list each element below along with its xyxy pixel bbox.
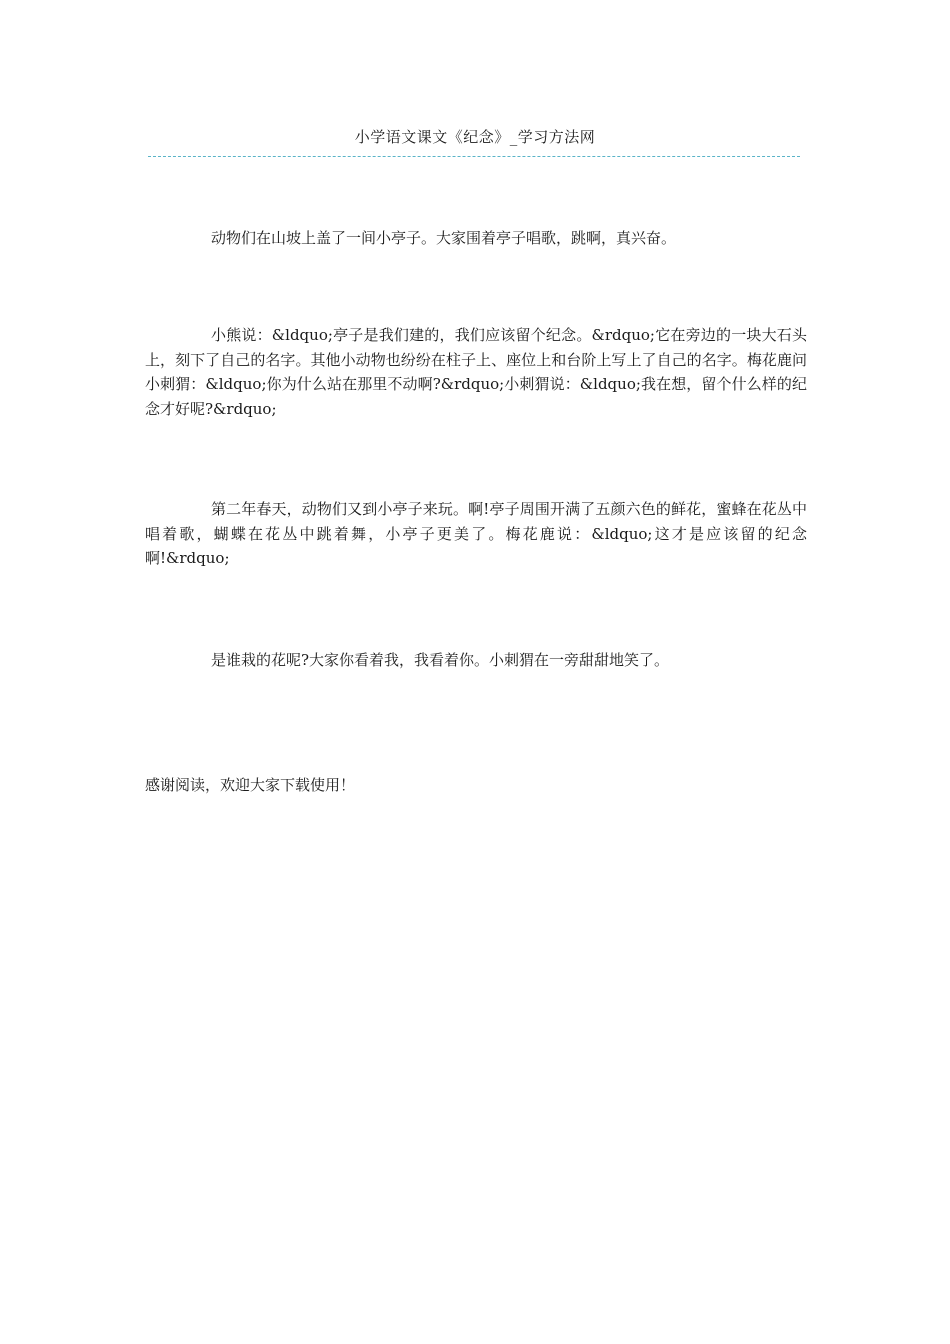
paragraph-2: 小熊说：&ldquo;亭子是我们建的，我们应该留个纪念。&rdquo;它在旁边的一块大石头上，刻下了自己的名字。其他小动物也纷纷在柱子上、座位上和台阶上写上了自己的名字。梅花鹿问小刺猬：&ldquo;你为什么站在那里不动啊?&rdquo;小刺猬说：&ldquo;我在想，留个什么样的纪念才好呢?&rdquo; [145,326,807,418]
paragraph-3: 第二年春天，动物们又到小亭子来玩。啊!亭子周围开满了五颜六色的鲜花，蜜蜂在花丛中唱着歌，蝴蝶在花丛中跳着舞，小亭子更美了。梅花鹿说：&ldquo;这才是应该留的纪念啊!&rdquo; [145,500,807,567]
paragraph-1: 动物们在山坡上盖了一间小亭子。大家围着亭子唱歌，跳啊，真兴奋。 [211,229,677,247]
paragraph-4: 是谁栽的花呢?大家你看着我，我看着你。小刺猬在一旁甜甜地笑了。 [211,651,670,669]
closing-note: 感谢阅读，欢迎大家下载使用！ [145,776,356,794]
title-divider [148,156,800,157]
page-title: 小学语文课文《纪念》_学习方法网 [354,128,596,146]
